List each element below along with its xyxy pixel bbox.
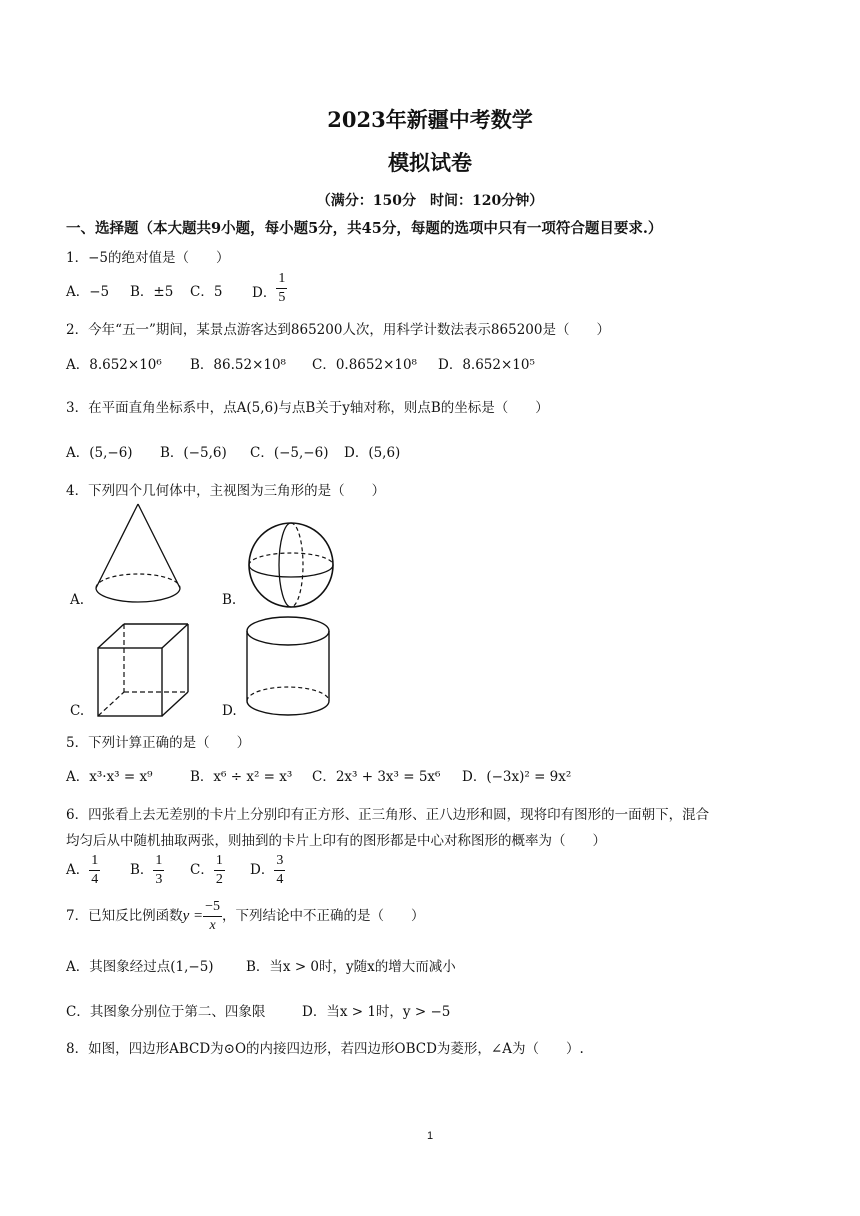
question-6-option-b <box>130 852 164 889</box>
fraction-numerator: 1 <box>276 270 287 289</box>
cube-icon <box>96 622 192 720</box>
question-7-option-b: B．当x > 0时，y随x的增大而减小 <box>246 959 456 975</box>
question-5-option-c: C．2x³ + 3x³ = 5x⁶ <box>312 769 441 785</box>
option-label: D． <box>250 862 275 878</box>
fraction <box>214 852 225 889</box>
question-2-option-c: C．0.8652×10⁸ <box>312 357 417 373</box>
question-2-option-b: B．86.52×10⁸ <box>190 357 286 373</box>
question-3-stem: 3．在平面直角坐标系中，点A(5,6)与点B关于y轴对称，则点B的坐标是（ ） <box>66 400 549 416</box>
fraction-denominator: 4 <box>91 872 99 887</box>
question-2-option-d: D．8.652×10⁵ <box>438 357 535 373</box>
question-5-stem: 5．下列计算正确的是（ ） <box>66 735 251 751</box>
fraction-numerator: 1 <box>214 852 225 871</box>
question-6-option-d <box>250 852 285 889</box>
option-label: C． <box>190 862 214 878</box>
question-7-option-c: C．其图象分别位于第二、四象限 <box>66 1004 266 1020</box>
question-5-option-a: A．x³·x³ = x⁹ <box>66 769 153 785</box>
question-6-option-c <box>190 852 225 889</box>
figure-label-b: B. <box>222 592 237 608</box>
fraction <box>274 852 285 889</box>
fraction-numerator: 1 <box>153 852 164 871</box>
figure-label-c: C. <box>70 703 85 719</box>
question-5-option-b: B．x⁶ ÷ x² = x³ <box>190 769 293 785</box>
sphere-icon <box>246 520 336 610</box>
question-7-stem <box>66 898 425 935</box>
question-3-option-c: C．(−5,−6) <box>250 445 329 461</box>
question-1-stem: 1．−5的绝对值是（ ） <box>66 250 230 266</box>
cone-icon <box>92 502 184 610</box>
fraction-numerator: 3 <box>274 852 285 871</box>
question-6-stem-line-2: 均匀后从中随机抽取两张，则抽到的卡片上印有的图形都是中心对称图形的概率为（ ） <box>66 833 606 849</box>
figure-label-d: D. <box>222 703 237 719</box>
question-4-stem: 4．下列四个几何体中，主视图为三角形的是（ ） <box>66 483 386 499</box>
fraction-denominator: 5 <box>278 290 286 305</box>
question-3-option-b: B．(−5,6) <box>160 445 227 461</box>
question-3-option-d: D．(5,6) <box>344 445 401 461</box>
page-number: 1 <box>426 1130 434 1142</box>
question-7-option-a: A．其图象经过点(1,−5) <box>66 959 214 975</box>
question-1-option-a: A．−5 <box>66 284 110 300</box>
fraction-numerator: −5 <box>203 898 222 917</box>
question-1-option-d <box>252 271 287 307</box>
question-5-option-d: D．(−3x)² = 9x² <box>462 769 572 785</box>
function-fraction <box>203 898 222 935</box>
question-8-stem: 8．如图，四边形ABCD为⊙O的内接四边形，若四边形OBCD为菱形，∠A为（ ）. <box>66 1041 584 1057</box>
question-7-option-d: D．当x > 1时，y > −5 <box>302 1004 451 1020</box>
fraction <box>89 852 100 889</box>
fraction-denominator: 4 <box>276 872 284 887</box>
fraction-denominator: x <box>209 918 216 933</box>
question-6-option-a <box>66 852 100 889</box>
option-label: D． <box>252 285 277 301</box>
question-3-option-a: A．(5,−6) <box>66 445 133 461</box>
option-label: A． <box>66 862 90 878</box>
stem-text: 7．已知反比例函数 <box>66 908 183 924</box>
fraction <box>153 852 164 889</box>
exam-info: （满分：150分 时间：120分钟） <box>316 193 544 209</box>
exam-title: 2023年新疆中考数学 <box>327 107 533 132</box>
question-6-stem-line-1: 6．四张看上去无差别的卡片上分别印有正方形、正三角形、正八边形和圆，现将印有图形的一面朝下，混合 <box>66 807 710 823</box>
option-label: B． <box>130 862 154 878</box>
function-lhs: y = <box>182 908 204 924</box>
figure-label-a: A. <box>70 592 85 608</box>
cylinder-icon <box>244 614 332 720</box>
question-1-option-b: B．±5 <box>130 284 174 300</box>
fraction-numerator: 1 <box>89 852 100 871</box>
fraction-denominator: 2 <box>215 872 223 887</box>
fraction-denominator: 3 <box>155 872 163 887</box>
exam-subtitle: 模拟试卷 <box>388 150 472 175</box>
section-heading: 一、选择题（本大题共9小题，每小题5分，共45分，每题的选项中只有一项符合题目要求.） <box>66 220 663 237</box>
question-2-stem: 2．今年“五一”期间，某景点游客达到865200人次，用科学计数法表示865200是（ ） <box>66 322 610 338</box>
stem-text: ，下列结论中不正确的是（ ） <box>222 908 425 924</box>
question-2-option-a: A．8.652×10⁶ <box>66 357 162 373</box>
question-1-option-c: C．5 <box>190 284 223 300</box>
fraction <box>276 270 287 307</box>
